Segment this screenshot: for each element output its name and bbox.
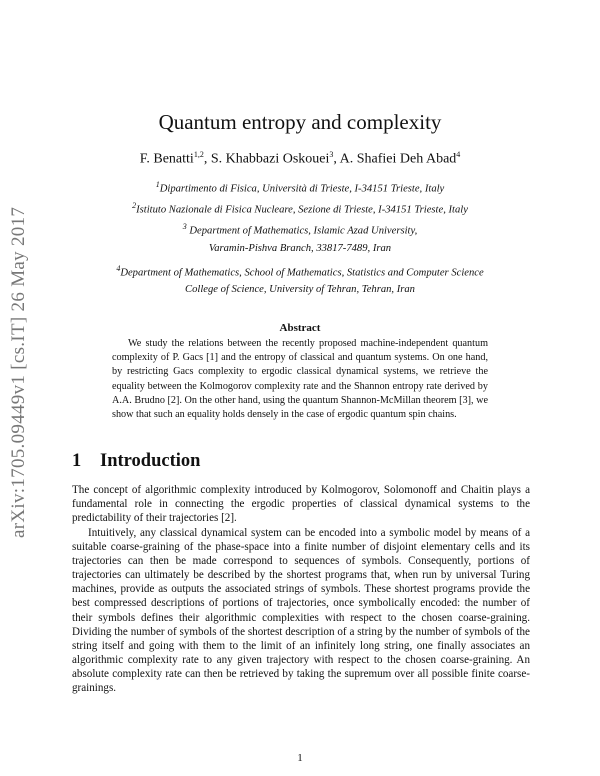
affiliation-mark: 1 bbox=[155, 180, 160, 189]
affiliation-text: Department of Mathematics, School of Mathematics, Statistics and Computer Science bbox=[120, 267, 484, 279]
paper-title: Quantum entropy and complexity bbox=[158, 110, 442, 134]
author-name: S. Khabbazi Oskouei bbox=[210, 151, 330, 167]
affiliation-mark: 2 bbox=[132, 201, 137, 210]
abstract-heading: Abstract bbox=[279, 322, 321, 334]
author-affiliation-mark: 1,2 bbox=[193, 150, 204, 159]
affiliation-mark: 3 bbox=[182, 222, 187, 231]
author-affiliation-mark: 3 bbox=[329, 150, 334, 159]
affiliation-text: Istituto Nazionale di Fisica Nucleare, Sezione di Trieste, I-34151 Trieste, Italy bbox=[136, 204, 468, 216]
affiliation-text: Varamin-Pishva Branch, 33817-7489, Iran bbox=[208, 243, 392, 254]
abstract-text: We study the relations between the recently proposed machine-independent quantum complexity of P. Gacs [1] and the entropy of classical and quantum systems. On one hand, by restricting Gacs complexity to ergodic classical dynamical systems, we retrieve the equality between the Kolmogorov complexity rate and the Shannon entropy rate derived by A.A. Brudno [2]. On the other hand, using the quantum Shannon-McMillan theorem [3], we show that such an equality holds densely in the case of ergodic quantum spin chains. bbox=[112, 338, 488, 421]
section-heading bbox=[72, 451, 200, 472]
body-paragraph: The concept of algorithmic complexity introduced by Kolmogorov, Solomonoff and Chaitin plays a fundamental role in connecting the ergodic properties of classical dynamical systems to the predictability of their trajectories [2]. bbox=[72, 484, 530, 525]
affiliation bbox=[0, 180, 600, 195]
affiliation-continued bbox=[0, 284, 600, 295]
section-number: 1 bbox=[72, 451, 82, 471]
affiliation-text: Dipartimento di Fisica, Università di Trieste, I-34151 Trieste, Italy bbox=[159, 183, 445, 195]
author-name: F. Benatti bbox=[139, 151, 194, 167]
section-title: Introduction bbox=[100, 451, 201, 471]
affiliation-mark: 4 bbox=[116, 264, 121, 273]
affiliation-continued bbox=[0, 243, 600, 254]
author-affiliation-mark: 4 bbox=[456, 150, 461, 159]
affiliation-text: College of Science, University of Tehran, Tehran, Iran bbox=[185, 284, 415, 295]
body-paragraph: Intuitively, any classical dynamical system can be encoded into a symbolic model by means of a suitable coarse-graining of the phase-space into a finite number of disjoint elementary cells and its trajectories can then be made correspond to sequences of symbols. Consequently, portions of trajectories can ultimately be described by the shortest programs that, when run by universal Turing machines, provide as outputs the associated strings of symbols. These shortest programs provide the best compressed descriptions of portions of trajectories, once symbolically encoded: the number of their symbols defines their algorithmic complexities with respect to the chosen coarse-graining. Dividing the number of symbols of the shortest description of a string by the number of symbols of the string itself and going with them to the limit of an infinitely long string, one finally associates an algorithmic complexity rate to any given trajectory with respect to the chosen coarse-graining. An absolute complexity rate can then be retrieved by taking the supremum over all possible finite coarse-grainings. bbox=[72, 527, 530, 695]
arxiv-sidebar bbox=[8, 188, 46, 538]
affiliation-text: Department of Mathematics, Islamic Azad University, bbox=[186, 225, 418, 237]
affiliation bbox=[0, 264, 600, 279]
arxiv-identifier: arXiv:1705.09449v1 [cs.IT] 26 May 2017 bbox=[8, 206, 29, 538]
affiliation bbox=[0, 201, 600, 216]
author-name: A. Shafiei Deh Abad bbox=[339, 151, 457, 167]
author-list: F. Benatti$^{1,2}$, S. Khabbazi Oskouei$^3$, A. Shafiei Deh Abad$^4$ bbox=[139, 150, 461, 167]
page-number: 1 bbox=[297, 752, 303, 764]
affiliation bbox=[0, 222, 600, 237]
